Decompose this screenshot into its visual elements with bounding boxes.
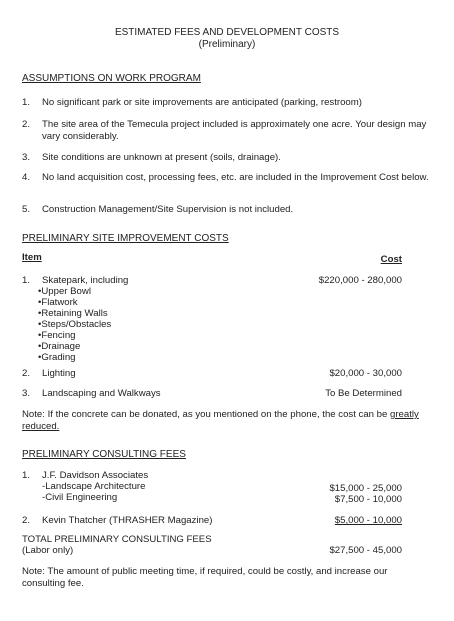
assumption-number: 5. bbox=[22, 204, 31, 215]
lighting-cost: $20,000 - 30,000 bbox=[329, 368, 402, 379]
subitem: •Retaining Walls bbox=[38, 308, 108, 319]
assumption-text: No significant park or site improvements are anticipated (parking, restroom) bbox=[42, 97, 362, 108]
item-number: 3. bbox=[22, 388, 31, 399]
assumption-text: Site conditions are unknown at present (soils, drainage). bbox=[42, 152, 281, 163]
item-number: 2. bbox=[22, 515, 31, 526]
fee-line-label: -Landscape Architecture bbox=[42, 481, 146, 492]
total-cost: $27,500 - 45,000 bbox=[329, 545, 402, 556]
total-sublabel: (Labor only) bbox=[22, 545, 74, 556]
fee-line-label: -Civil Engineering bbox=[42, 492, 118, 503]
document-subtitle: (Preliminary) bbox=[198, 39, 256, 50]
site-costs-header: PRELIMINARY SITE IMPROVEMENT COSTS bbox=[22, 233, 229, 244]
subitem: •Drainage bbox=[38, 341, 81, 352]
item-number: 1. bbox=[22, 275, 31, 286]
item-number: 2. bbox=[22, 368, 31, 379]
item-column-header: Item bbox=[22, 252, 42, 263]
total-label: TOTAL PRELIMINARY CONSULTING FEES bbox=[22, 534, 212, 545]
document-title: ESTIMATED FEES AND DEVELOPMENT COSTS bbox=[114, 27, 340, 38]
landscaping-label: Landscaping and Walkways bbox=[42, 388, 161, 399]
assumptions-header: ASSUMPTIONS ON WORK PROGRAM bbox=[22, 73, 201, 84]
consulting-header: PRELIMINARY CONSULTING FEES bbox=[22, 449, 186, 460]
subitem: •Steps/Obstacles bbox=[38, 319, 112, 330]
assumption-text: The site area of the Temecula project included is approximately one acre. Your design may vary considerably. bbox=[42, 119, 427, 142]
fee-line-cost: $7,500 - 10,000 bbox=[334, 494, 402, 505]
item-number: 1. bbox=[22, 470, 31, 481]
assumption-number: 1. bbox=[22, 97, 31, 108]
fee-line-cost: $15,000 - 25,000 bbox=[329, 483, 402, 494]
subitem: •Upper Bowl bbox=[38, 286, 91, 297]
landscaping-cost: To Be Determined bbox=[325, 388, 402, 399]
subitem: •Grading bbox=[38, 352, 76, 363]
subitem: •Flatwork bbox=[38, 297, 78, 308]
assumption-number: 2. bbox=[22, 119, 31, 130]
subitem: •Fencing bbox=[38, 330, 76, 341]
assumption-number: 4. bbox=[22, 172, 31, 183]
firm-name: J.F. Davidson Associates bbox=[42, 470, 149, 481]
skatepark-label: Skatepark, including bbox=[42, 275, 129, 286]
concrete-note bbox=[22, 409, 432, 432]
assumption-text: No land acquisition cost, processing fees, etc. are included in the Improvement Cost below. bbox=[42, 172, 429, 183]
thatcher-cost: $5,000 - 10,000 bbox=[334, 515, 402, 526]
thatcher-label: Kevin Thatcher (THRASHER Magazine) bbox=[42, 515, 213, 526]
assumption-text: Construction Management/Site Supervision is not included. bbox=[42, 204, 294, 215]
skatepark-cost: $220,000 - 280,000 bbox=[318, 275, 402, 286]
lighting-label: Lighting bbox=[42, 368, 76, 379]
assumption-number: 3. bbox=[22, 152, 31, 163]
concrete-note-emphasis: greatly reduced. bbox=[22, 409, 419, 432]
cost-column-header: Cost bbox=[380, 254, 402, 265]
concrete-note-text: Note: If the concrete can be donated, as you mentioned on the phone, the cost can be bbox=[22, 409, 391, 420]
skatepark-subitems bbox=[38, 286, 111, 363]
consulting-note: Note: The amount of public meeting time, if required, could be costly, and increase our consulting fee. bbox=[22, 566, 388, 589]
